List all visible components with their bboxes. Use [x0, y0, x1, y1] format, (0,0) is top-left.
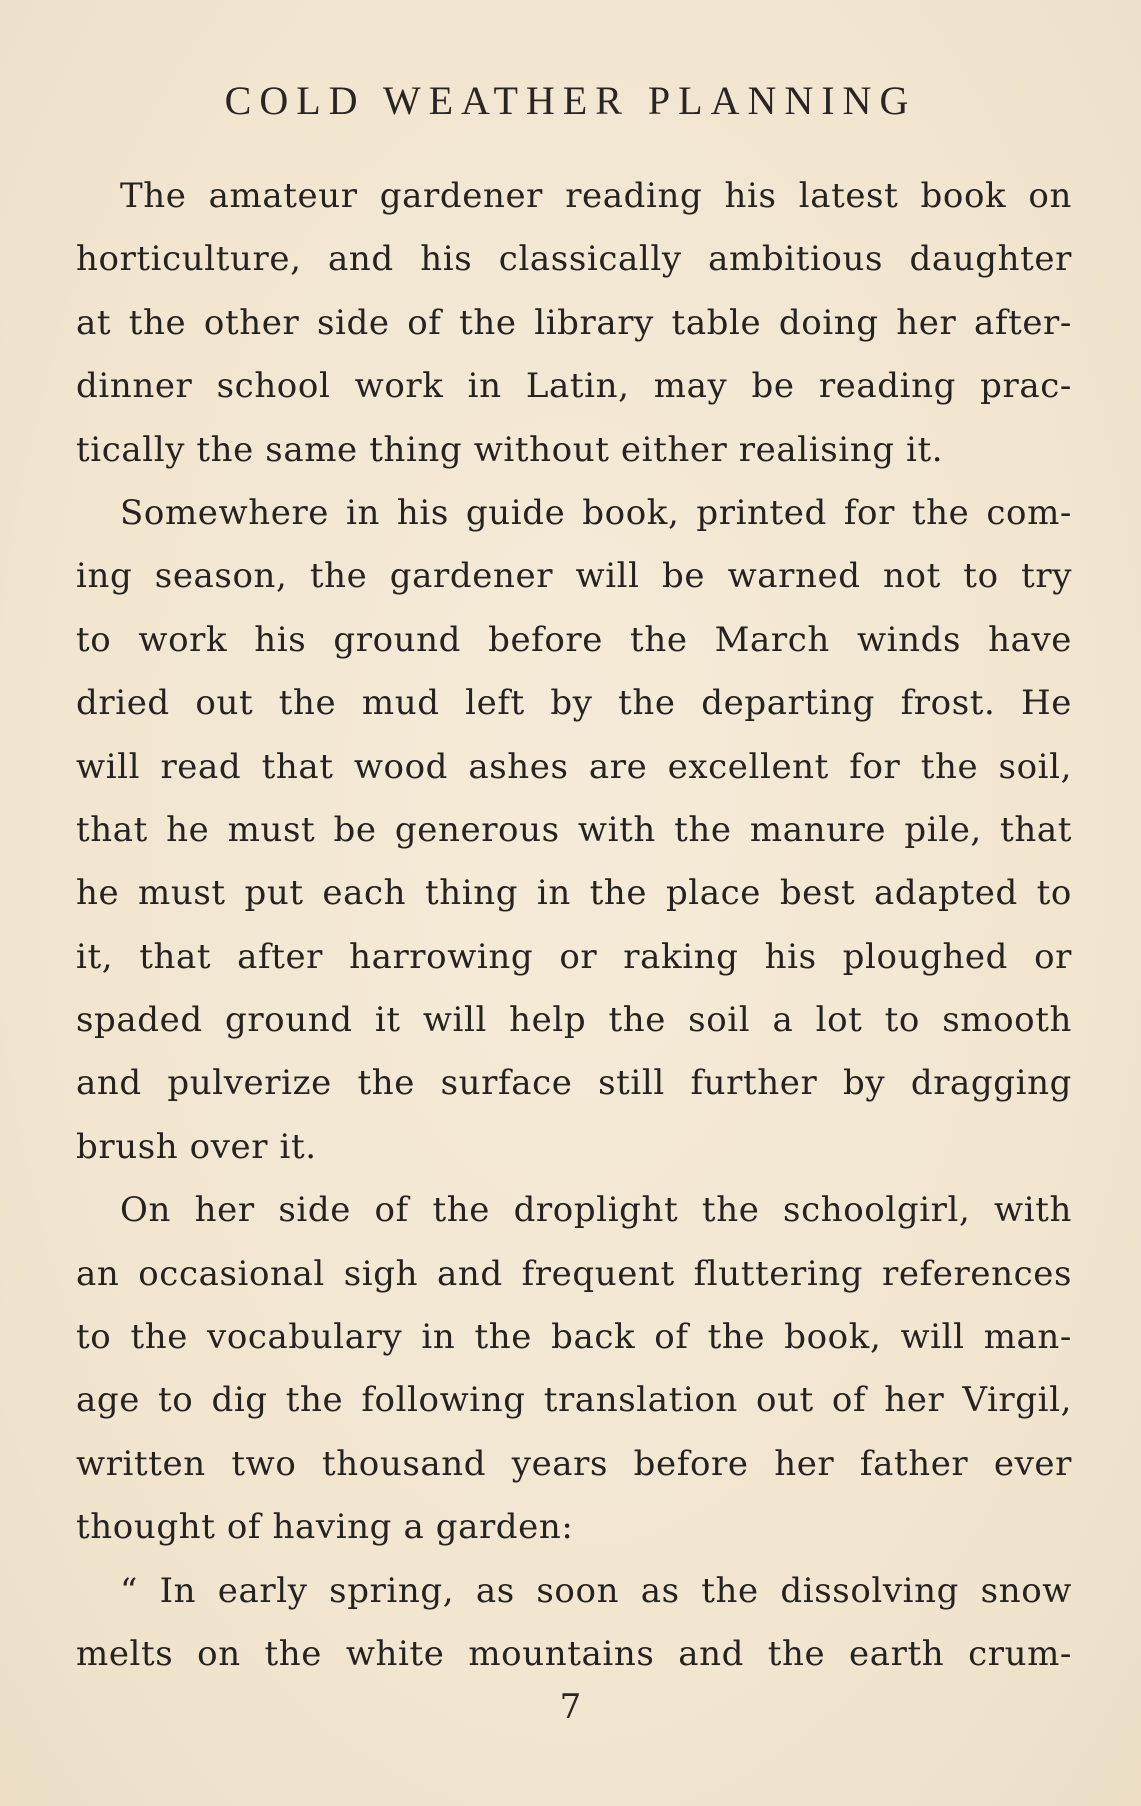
text-line: melts on the white mountains and the earth crum-: [76, 1633, 1072, 1674]
text-line: horticulture, and his classically ambitious daughter: [76, 239, 1072, 280]
text-line: dinner school work in Latin, may be reading prac-: [76, 366, 1072, 407]
text-line: tically the same thing without either realising it.: [76, 429, 944, 470]
text-line: to work his ground before the March winds have: [76, 619, 1072, 660]
text-line: to the vocabulary in the back of the book, will man-: [76, 1317, 1072, 1358]
page-number: 7: [559, 1687, 582, 1727]
text-line: brush over it.: [76, 1126, 317, 1167]
text-line: it, that after harrowing or raking his ploughed or: [76, 936, 1072, 977]
paragraph-1: [76, 165, 1072, 482]
text-line: will read that wood ashes are excellent for the soil,: [76, 746, 1072, 787]
text-line: written two thousand years before her father ever: [76, 1443, 1072, 1484]
running-head: COLD WEATHER PLANNING: [224, 78, 917, 123]
text-line: Somewhere in his guide book, printed for the com-: [120, 492, 1072, 533]
text-line: dried out the mud left by the departing frost. He: [76, 683, 1072, 724]
paragraph-4: [76, 1560, 1072, 1687]
text-line: “ In early spring, as soon as the dissolving snow: [120, 1570, 1072, 1611]
text-line: and pulverize the surface still further by dragging: [76, 1063, 1072, 1104]
body-text: [76, 165, 1072, 1686]
text-line: that he must be generous with the manure pile, that: [76, 809, 1072, 850]
text-line: an occasional sigh and frequent fluttering references: [76, 1253, 1072, 1294]
text-line: spaded ground it will help the soil a lot to smooth: [76, 1000, 1072, 1041]
text-line: at the other side of the library table doing her after-: [76, 302, 1072, 343]
text-line: ing season, the gardener will be warned not to try: [76, 556, 1072, 597]
text-line: thought of having a garden:: [76, 1507, 574, 1548]
paragraph-3: [76, 1179, 1072, 1559]
text-line: On her side of the droplight the schoolgirl, with: [120, 1190, 1072, 1231]
text-line: age to dig the following translation out of her Virgil,: [76, 1380, 1072, 1421]
paragraph-2: [76, 482, 1072, 1179]
text-line: he must put each thing in the place best adapted to: [76, 873, 1072, 914]
text-line: The amateur gardener reading his latest book on: [120, 176, 1072, 216]
